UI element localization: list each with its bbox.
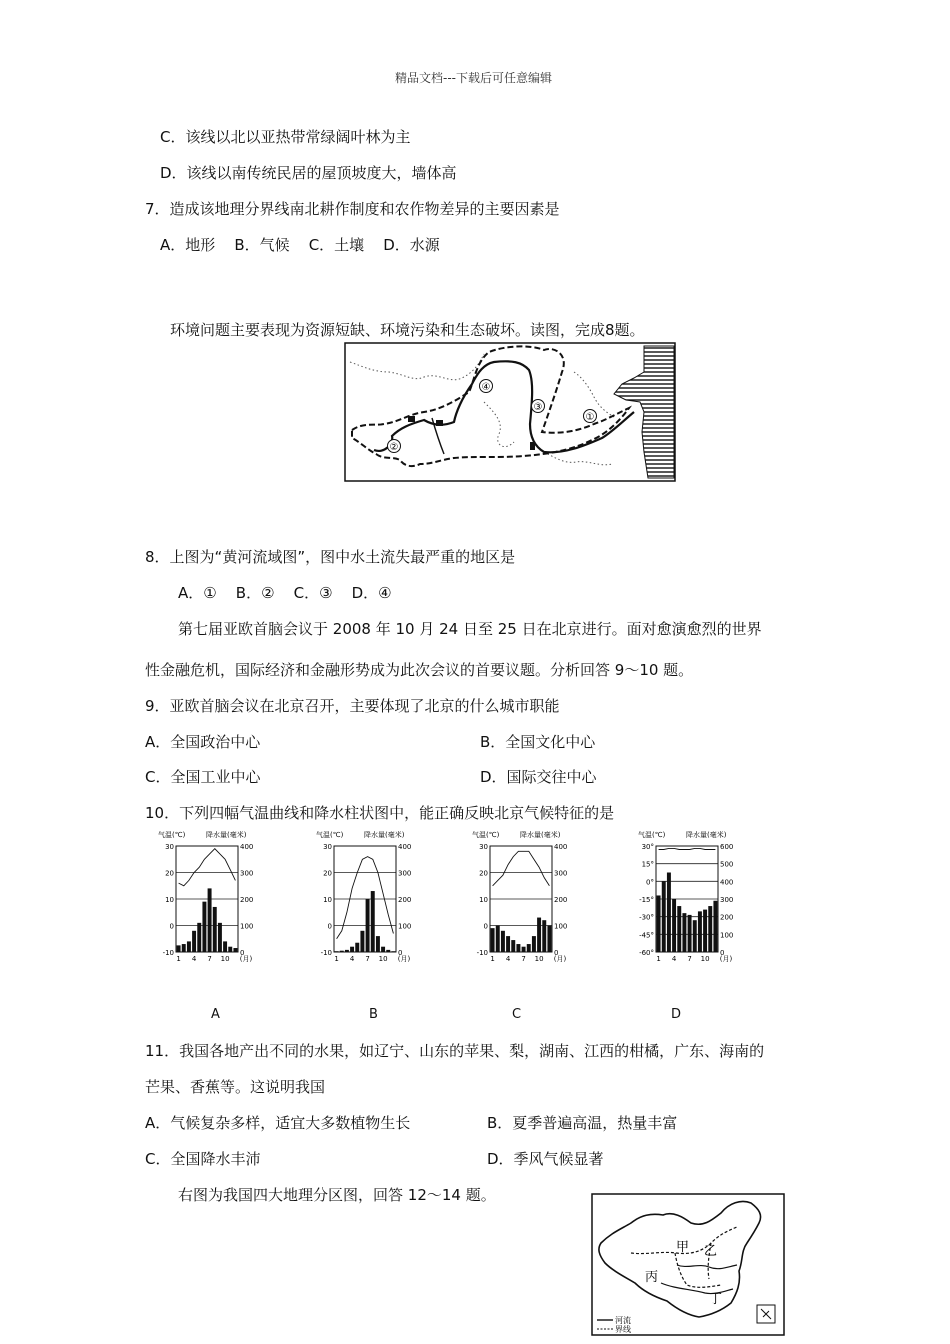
x-tick-label: (月) — [239, 955, 253, 963]
climate-chart-c — [472, 826, 592, 968]
x-tick-label: 10 — [700, 955, 710, 963]
precip-tick-label: 0 — [240, 949, 245, 957]
precip-tick-label: 200 — [554, 896, 568, 904]
precip-bar — [376, 936, 380, 952]
precip-bar — [350, 947, 354, 952]
precip-bar — [496, 926, 500, 953]
precip-bar — [192, 931, 196, 952]
precip-bar — [182, 944, 186, 952]
temp-axis-title: 气温(℃) — [472, 831, 500, 839]
temp-tick-label: -10 — [320, 949, 332, 957]
precip-axis-title: 降水量(毫米) — [686, 831, 727, 839]
temp-tick-label: -45° — [639, 931, 654, 940]
temp-tick-label: 20 — [165, 869, 174, 878]
precip-bar — [218, 923, 222, 952]
precip-tick-label: 500 — [720, 860, 734, 869]
precip-tick-label: 0 — [720, 949, 725, 957]
precip-bar — [208, 888, 212, 952]
precip-tick-label: 400 — [240, 843, 254, 851]
option-d-line: D．该线以南传统民居的屋顶坡度大，墙体高 — [160, 164, 457, 182]
precip-bar — [713, 901, 717, 952]
x-tick-label: 4 — [505, 955, 511, 963]
map-label-1: ① — [585, 412, 595, 423]
precip-tick-label: 600 — [720, 843, 734, 851]
temp-tick-label: 30 — [165, 843, 174, 851]
precip-bar — [381, 947, 385, 952]
precip-tick-label: 200 — [720, 913, 734, 922]
precip-bar — [542, 920, 546, 952]
precip-bar — [233, 948, 237, 952]
precip-bar — [672, 899, 676, 952]
precip-tick-label: 200 — [240, 896, 254, 904]
precip-bar — [197, 923, 201, 952]
precip-bar — [335, 951, 339, 952]
precip-tick-label: 200 — [398, 896, 412, 904]
question-9-option-d: D．国际交往中心 — [480, 768, 597, 786]
temp-tick-label: 15° — [641, 860, 654, 869]
temp-axis-title: 气温(℃) — [316, 831, 344, 839]
precip-tick-label: 100 — [720, 931, 734, 940]
precip-bar — [682, 913, 686, 952]
temperature-curve — [493, 851, 550, 886]
question-9-option-b: B．全国文化中心 — [480, 733, 596, 751]
temp-tick-label: 30 — [323, 843, 332, 851]
precip-bar — [506, 936, 510, 952]
temp-axis-title: 气温(℃) — [158, 831, 186, 839]
question-11-option-a: A．气候复杂多样，适宜大多数植物生长 — [145, 1114, 411, 1132]
temp-tick-label: 0 — [327, 922, 332, 931]
option-c-line: C．该线以北以亚热带常绿阔叶林为主 — [160, 128, 411, 146]
precip-tick-label: 300 — [240, 869, 254, 878]
map-label-yi: 乙 — [704, 1244, 718, 1259]
question-9: 9．亚欧首脑会议在北京召开，主要体现了北京的什么城市职能 — [145, 697, 560, 715]
precip-tick-label: 400 — [398, 843, 412, 851]
precip-tick-label: 0 — [554, 949, 559, 957]
precip-bar — [708, 906, 712, 952]
precip-bar — [340, 951, 344, 952]
precip-bar — [501, 931, 505, 952]
precip-bar — [213, 907, 217, 952]
precip-bar — [693, 920, 697, 952]
precip-tick-label: 400 — [554, 843, 568, 851]
precip-bar — [371, 891, 375, 952]
temp-tick-label: -30° — [639, 913, 654, 922]
x-tick-label: (月) — [719, 955, 733, 963]
precip-bar — [527, 944, 531, 952]
precip-bar — [345, 950, 349, 952]
precip-bar — [228, 947, 232, 952]
temp-tick-label: 10 — [165, 896, 174, 904]
precip-bar — [532, 936, 536, 952]
temp-tick-label: 10 — [323, 896, 332, 904]
x-tick-label: (月) — [553, 955, 567, 963]
temp-tick-label: 0 — [169, 922, 174, 931]
temp-tick-label: 20 — [323, 869, 332, 878]
chart-caption-a: A — [211, 1007, 220, 1022]
page-header: 精品文档---下载后可任意编辑 — [395, 71, 552, 85]
precip-tick-label: 0 — [398, 949, 403, 957]
precip-axis-title: 降水量(毫米) — [364, 831, 405, 839]
legend-boundary-label: 界线 — [615, 1325, 631, 1334]
yellow-river-map — [344, 342, 676, 482]
temperature-curve — [659, 848, 716, 849]
map-label-3: ③ — [533, 402, 543, 413]
precip-tick-label: 300 — [554, 869, 568, 878]
temp-tick-label: -10 — [476, 949, 488, 957]
temp-tick-label: 0° — [646, 878, 654, 887]
map-label-bing: 丙 — [645, 1270, 659, 1285]
temp-tick-label: 0 — [483, 922, 488, 931]
x-tick-label: 4 — [349, 955, 355, 963]
question-10: 10．下列四幅气温曲线和降水柱状图中，能正确反映北京气候特征的是 — [145, 804, 615, 822]
precip-bar — [547, 926, 551, 953]
x-tick-label: 4 — [671, 955, 677, 963]
precip-tick-label: 300 — [720, 896, 734, 904]
precip-bar — [366, 899, 370, 952]
precip-bar — [391, 951, 395, 952]
x-tick-label: 1 — [176, 955, 181, 963]
x-tick-label: 4 — [191, 955, 197, 963]
question-12-intro: 右图为我国四大地理分区图，回答 12～14 题。 — [178, 1186, 496, 1204]
precip-bar — [355, 943, 359, 952]
x-tick-label: (月) — [397, 955, 411, 963]
x-tick-label: 1 — [490, 955, 495, 963]
precip-tick-label: 100 — [398, 922, 412, 931]
x-tick-label: 1 — [334, 955, 339, 963]
precip-bar — [537, 918, 541, 952]
temp-axis-title: 气温(℃) — [638, 831, 666, 839]
precip-bar — [360, 931, 364, 952]
temp-tick-label: 30° — [641, 843, 654, 851]
precip-bar — [522, 947, 526, 952]
precip-axis-title: 降水量(毫米) — [520, 831, 561, 839]
precip-bar — [511, 940, 515, 952]
question-11-option-d: D．季风气候显著 — [487, 1150, 604, 1168]
precip-bar — [202, 902, 206, 952]
passage-line-2: 性金融危机，国际经济和金融形势成为此次会议的首要议题。分析回答 9～10 题。 — [145, 661, 694, 679]
precip-bar — [516, 944, 520, 952]
x-tick-label: 10 — [534, 955, 544, 963]
x-tick-label: 10 — [378, 955, 388, 963]
precip-bar — [657, 895, 661, 952]
precip-bar — [688, 915, 692, 952]
question-7: 7．造成该地理分界线南北耕作制度和农作物差异的主要因素是 — [145, 200, 560, 218]
precip-tick-label: 100 — [554, 922, 568, 931]
temperature-curve — [337, 857, 394, 939]
x-tick-label: 7 — [687, 955, 692, 963]
x-tick-label: 1 — [656, 955, 661, 963]
precip-bar — [491, 928, 495, 952]
temp-tick-label: 10 — [479, 896, 488, 904]
precip-bar — [667, 873, 671, 953]
precip-axis-title: 降水量(毫米) — [206, 831, 247, 839]
precip-bar — [677, 906, 681, 952]
x-tick-label: 10 — [220, 955, 230, 963]
x-tick-label: 7 — [521, 955, 526, 963]
temp-tick-label: -10 — [162, 949, 174, 957]
precip-bar — [223, 941, 227, 952]
question-11-option-b: B．夏季普遍高温，热量丰富 — [487, 1114, 678, 1132]
map-label-2: ② — [389, 442, 399, 453]
china-regions-map — [591, 1193, 785, 1336]
precip-tick-label: 100 — [240, 922, 254, 931]
legend-river-label: 河流 — [615, 1316, 631, 1325]
question-11-line-2: 芒果、香蕉等。这说明我国 — [145, 1078, 326, 1096]
temp-tick-label: 30 — [479, 843, 488, 851]
climate-chart-d — [638, 826, 758, 968]
question-7-options: A．地形 B．气候 C．土壤 D．水源 — [160, 236, 440, 254]
precip-bar — [386, 950, 390, 952]
precip-bar — [662, 881, 666, 952]
precip-bar — [187, 941, 191, 952]
map-label-4: ④ — [481, 382, 491, 393]
passage-line-1: 第七届亚欧首脑会议于 2008 年 10 月 24 日至 25 日在北京进行。面对愈演愈烈的世界 — [178, 620, 762, 638]
temp-tick-label: -15° — [639, 896, 654, 904]
question-9-option-c: C．全国工业中心 — [145, 768, 261, 786]
chart-caption-c: C — [512, 1007, 522, 1022]
temperature-curve — [179, 849, 236, 886]
question-8: 8．上图为“黄河流域图”，图中水土流失最严重的地区是 — [145, 548, 516, 566]
question-8-intro: 环境问题主要表现为资源短缺、环境污染和生态破坏。读图，完成8题。 — [170, 321, 645, 339]
question-9-option-a: A．全国政治中心 — [145, 733, 261, 751]
chart-caption-b: B — [369, 1007, 378, 1022]
precip-tick-label: 400 — [720, 878, 734, 887]
climate-chart-b — [316, 826, 436, 968]
x-tick-label: 7 — [365, 955, 370, 963]
temp-tick-label: -60° — [639, 949, 654, 957]
precip-bar — [703, 910, 707, 952]
x-tick-label: 7 — [207, 955, 212, 963]
question-11-line-1: 11．我国各地产出不同的水果，如辽宁、山东的苹果、梨，湖南、江西的柑橘，广东、海南的 — [145, 1042, 765, 1060]
map-label-ding: 丁 — [709, 1292, 723, 1307]
question-11-option-c: C．全国降水丰沛 — [145, 1150, 261, 1168]
chart-caption-d: D — [671, 1007, 682, 1022]
precip-tick-label: 300 — [398, 869, 412, 878]
precip-bar — [177, 945, 181, 952]
climate-chart-a — [158, 826, 278, 968]
question-8-options: A．① B．② C．③ D．④ — [178, 584, 392, 602]
temp-tick-label: 20 — [479, 869, 488, 878]
precip-bar — [698, 911, 702, 952]
map-label-jia: 甲 — [676, 1240, 690, 1255]
